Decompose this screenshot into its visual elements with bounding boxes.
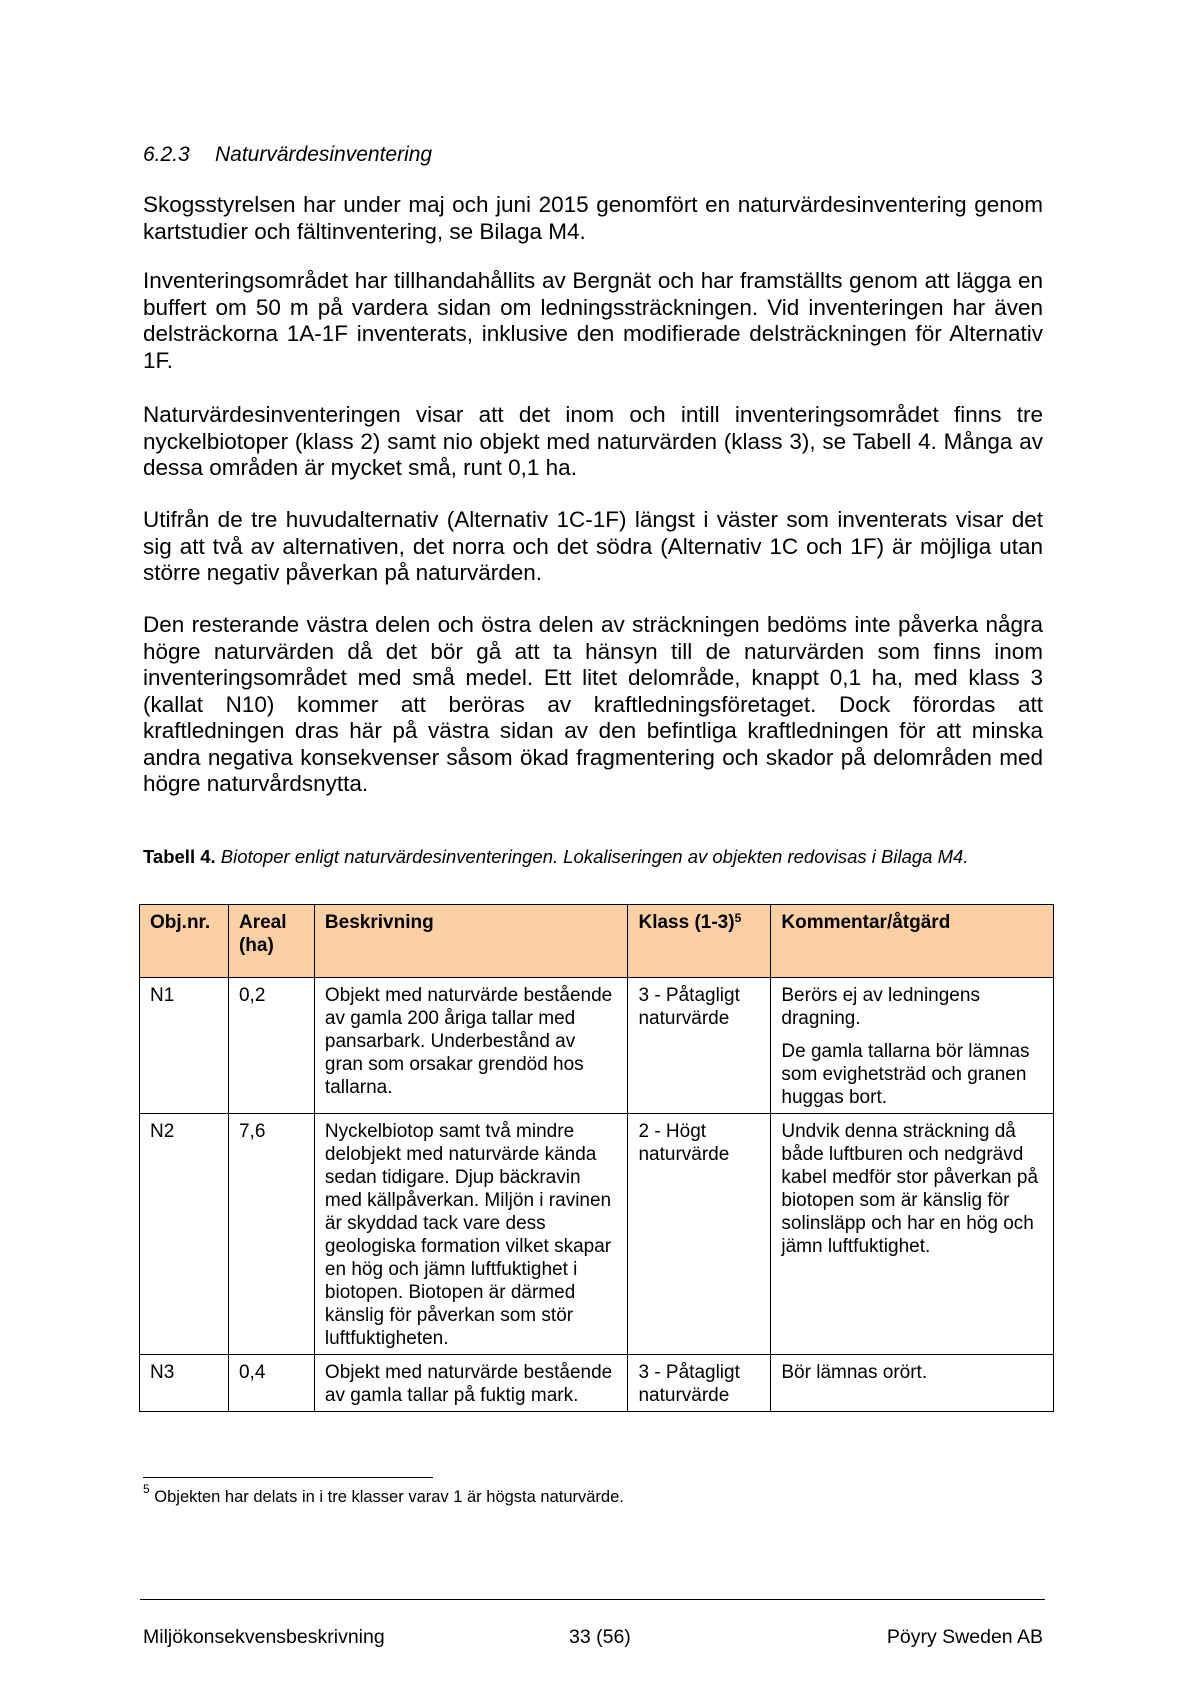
cell-areal: 7,6 — [228, 1114, 314, 1355]
paragraph-2: Inventeringsområdet har tillhandahållits av Bergnät och har framställts genom att lägga en buffert om 50 m på vardera sidan om ledningssträckningen. Vid inventeringen har även delsträckorna 1A-1F inventerats, inklusive den modifierade delsträckningen för Alternativ 1F. — [143, 268, 1043, 373]
table-row — [140, 1114, 1054, 1355]
footnote-number: 5 — [143, 1482, 150, 1496]
paragraph-4: Utifrån de tre huvudalternativ (Alternativ 1C-1F) längst i väster som inventerats visar det sig att två av alternativen, det norra och det södra (Alternativ 1C och 1F) är möjliga utan större negativ påverkan på naturvärden. — [143, 507, 1043, 585]
kommentar-line: Bör lämnas orört. — [781, 1362, 928, 1383]
cell-beskrivning: Nyckelbiotop samt två mindre delobjekt med naturvärde kända sedan tidigare. Djup bäckravin med källpåverkan. Miljön i ravinen är skyddad tack vare dess geologiska formation vilket skapar en hög och jämn luftfuktighet i biotopen. Biotopen är därmed känslig för påverkan som stör luftfuktigheten. — [314, 1114, 628, 1355]
table-header-row — [140, 905, 1054, 978]
cell-klass: 3 - Påtagligt naturvärde — [628, 978, 771, 1114]
footer-document-title: Miljökonsekvensbeskrivning — [143, 1626, 385, 1648]
footnote — [143, 1482, 624, 1507]
paragraph-1: Skogsstyrelsen har under maj och juni 2015 genomfört en naturvärdesinventering genom kartstudier och fältinventering, se Bilaga M4. — [143, 192, 1043, 244]
cell-klass: 2 - Högt naturvärde — [628, 1114, 771, 1355]
table-caption-label: Tabell 4. — [143, 846, 216, 867]
footnote-text: Objekten har delats in i tre klasser varav 1 är högsta naturvärde. — [154, 1488, 624, 1506]
cell-kommentar — [771, 1355, 1054, 1412]
cell-obj: N3 — [140, 1355, 229, 1412]
cell-obj: N1 — [140, 978, 229, 1114]
kommentar-line: De gamla tallarna bör lämnas som evighetsträd och granen huggas bort. — [781, 1041, 1030, 1108]
footnote-ref-5[interactable]: 5 — [734, 911, 742, 925]
footer-divider — [140, 1599, 1045, 1600]
footer-company: Pöyry Sweden AB — [886, 1626, 1043, 1648]
section-title: Naturvärdesinventering — [215, 143, 433, 166]
table-caption-text: Biotoper enligt naturvärdesinventeringen. Lokaliseringen av objekten redovisas i Bilaga M4. — [220, 846, 969, 867]
cell-kommentar — [771, 1114, 1054, 1355]
section-heading — [143, 143, 432, 167]
cell-beskrivning: Objekt med naturvärde bestående av gamla tallar på fuktig mark. — [314, 1355, 628, 1412]
header-areal: Areal (ha) — [228, 905, 314, 978]
cell-areal: 0,2 — [228, 978, 314, 1114]
section-number: 6.2.3 — [143, 143, 190, 166]
header-beskrivning: Beskrivning — [314, 905, 628, 978]
cell-klass: 3 - Påtagligt naturvärde — [628, 1355, 771, 1412]
kommentar-line: Undvik denna sträckning då både luftburen och nedgrävd kabel medför stor påverkan på biotopen som är känslig för solinsläpp och har en hög och jämn luftfuktighet. — [781, 1121, 1039, 1257]
header-klass — [628, 905, 771, 978]
header-obj: Obj.nr. — [140, 905, 229, 978]
cell-beskrivning: Objekt med naturvärde bestående av gamla 200 åriga tallar med pansarbark. Underbestånd av gran som orsakar grendöd hos tallarna. — [314, 978, 628, 1114]
paragraph-3: Naturvärdesinventeringen visar att det inom och intill inventeringsområdet finns tre nyckelbiotoper (klass 2) samt nio objekt med naturvärden (klass 3), se Tabell 4. Många av dessa områden är mycket små, runt 0,1 ha. — [143, 402, 1043, 480]
header-kommentar: Kommentar/åtgärd — [771, 905, 1054, 978]
cell-kommentar — [771, 978, 1054, 1114]
paragraph-5: Den resterande västra delen och östra delen av sträckningen bedöms inte påverka några högre naturvärden då det bör gå att ta hänsyn till de naturvärden som finns inom inventeringsområdet med små medel. Ett litet delområde, knappt 0,1 ha, med klass 3 (kallat N10) kommer att beröras av kraftledningsföretaget. Dock förordas att kraftledningen dras här på västra sidan av den befintliga kraftledningen för att minska andra negativa konsekvenser såsom ökad fragmentering och skador på delområden med högre naturvårdsnytta. — [143, 612, 1043, 796]
footer-page-number: 33 (56) — [569, 1626, 631, 1648]
biotope-table — [139, 904, 1054, 1412]
kommentar-line: Berörs ej av ledningens dragning. — [781, 985, 980, 1029]
table-row — [140, 978, 1054, 1114]
table-row — [140, 1355, 1054, 1412]
table-caption — [143, 845, 1023, 868]
cell-areal: 0,4 — [228, 1355, 314, 1412]
footnote-divider — [143, 1477, 433, 1478]
cell-obj: N2 — [140, 1114, 229, 1355]
header-klass-label: Klass (1-3) — [638, 912, 735, 933]
